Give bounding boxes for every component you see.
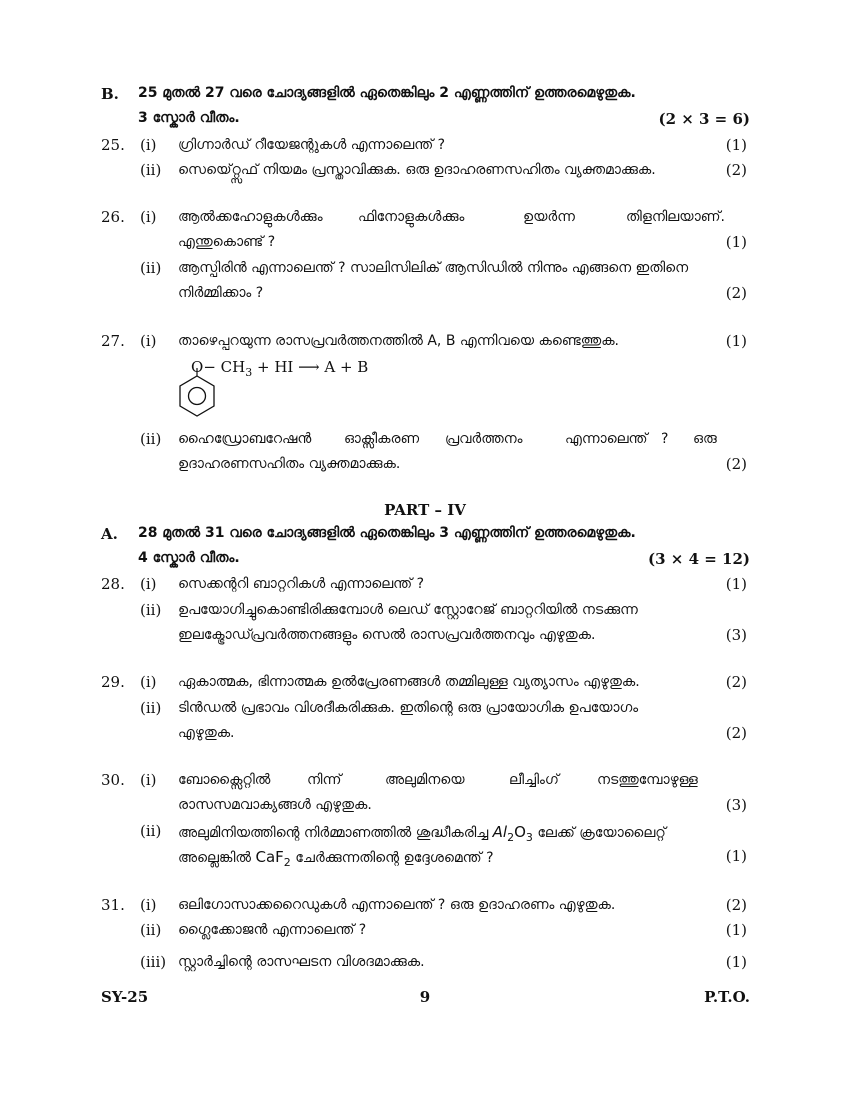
reaction-products: + HI ⟶ A + B [252,358,369,376]
formula: CaF [255,848,284,866]
subpart-label: (i) [140,575,157,593]
score-note: 3 സ്കോർ വീതം. [138,110,240,126]
section-letter: A. [101,525,118,543]
question-text: ഉദാഹരണസഹിതം വ്യക്തമാക്കുക. [178,456,401,472]
subscript: 2 [507,831,515,844]
methyl-group: − CH [203,358,246,376]
score-mark: (1) [725,136,747,154]
score-mark: (1) [725,575,747,593]
question-text-word: ഫിനോളുകൾക്കും [358,209,465,225]
page-number: 9 [419,988,431,1006]
subpart-label: (ii) [140,921,162,939]
text-fragment: അലുമിനിയത്തിന്റെ നിർമ്മാണത്തിൽ ശുദ്ധീകരിച്ച [178,825,493,841]
subpart-label: (iii) [140,953,167,971]
section-total: (2 × 3 = 6) [658,110,750,128]
question-text-word: അലുമിനയെ [385,772,465,788]
question-text-word: ആൽക്കഹോളുകൾക്കും [178,209,323,225]
text-fragment: ലേക്ക് ക്രയോലൈറ്റ് [532,825,666,841]
oxygen-atom: O [191,358,204,376]
question-text-word: ഓക്സീകരണ [344,431,420,447]
question-text: സെക്കന്ററി ബാറ്ററികൾ എന്നാലെന്ത് ? [178,576,425,592]
question-number: 26. [101,208,125,226]
score-mark: (1) [725,847,747,865]
subpart-label: (i) [140,896,157,914]
section-instruction: 25 മുതൽ 27 വരെ ചോദ്യങ്ങളിൽ ഏതെങ്കിലും 2 എണ്ണത്തിന് ഉത്തരമെഴുതുക. [138,85,636,101]
question-text-word: ബോക്സൈറ്റിൽ [178,772,271,788]
subscript: 2 [283,856,291,869]
score-mark: (2) [725,161,747,179]
question-text: സ്റ്റാർച്ചിന്റെ രാസഘടന വിശദമാക്കുക. [178,954,425,970]
score-note: 4 സ്കോർ വീതം. [138,550,240,566]
score-mark: (2) [725,284,747,302]
question-number: 30. [101,771,125,789]
subpart-label: (i) [140,332,157,350]
score-mark: (2) [725,896,747,914]
question-text-word: നടത്തുമ്പോഴുള്ള [597,772,698,788]
score-mark: (3) [725,626,747,644]
score-mark: (3) [725,796,747,814]
subscript: 3 [525,831,533,844]
question-text-word: ലീച്ചിംഗ് [509,772,559,788]
section-total: (3 × 4 = 12) [648,550,750,568]
subpart-label: (ii) [140,699,162,717]
question-text-word: ഒരു [693,431,717,447]
question-text: നിർമ്മിക്കാം ? [178,285,264,301]
part-heading: PART – IV [384,501,466,519]
question-text-word: നിന്ന് [307,772,342,788]
subpart-label: (i) [140,136,157,154]
benzene-ring-icon [176,368,220,418]
question-text-word: ഉയർന്ന [523,209,575,225]
score-mark: (1) [725,233,747,251]
subpart-label: (ii) [140,259,162,277]
question-text: ടിൻഡൽ പ്രഭാവം വിശദീകരിക്കുക. ഇതിന്റെ ഒരു പ്രായോഗിക ഉപയോഗം [178,700,639,716]
subpart-label: (i) [140,771,157,789]
question-number: 27. [101,332,125,350]
formula: O [514,823,526,841]
subpart-label: (ii) [140,822,162,840]
score-mark: (1) [725,953,747,971]
question-text-word: എന്നാലെന്ത് [565,431,648,447]
score-mark: (2) [725,455,747,473]
question-number: 25. [101,136,125,154]
question-number: 28. [101,575,125,593]
paper-code: SY-25 [101,988,149,1006]
pto-label: P.T.O. [704,988,750,1006]
section-instruction: 28 മുതൽ 31 വരെ ചോദ്യങ്ങളിൽ ഏതെങ്കിലും 3 എണ്ണത്തിന് ഉത്തരമെഴുതുക. [138,525,636,541]
score-mark: (2) [725,724,747,742]
question-number: 29. [101,673,125,691]
question-text: എന്തുകൊണ്ട് ? [178,234,276,250]
question-text: ഇലക്ട്രോഡ്പ്രവർത്തനങ്ങളും സെൽ രാസപ്രവർത്തനവും എഴുതുക. [178,627,596,643]
question-text: ഒലിഗോസാക്കറൈഡുകൾ എന്നാലെന്ത് ? ഒരു ഉദാഹരണം എഴുതുക. [178,897,616,913]
question-text [178,823,666,844]
question-text: എഴുതുക. [178,725,235,741]
score-mark: (1) [725,332,747,350]
subpart-label: (i) [140,208,157,226]
question-text: ആസ്പിരിൻ എന്നാലെന്ത് ? സാലിസിലിക് ആസിഡിൽ നിന്നും എങ്ങനെ ഇതിനെ [178,260,689,276]
subpart-label: (ii) [140,601,162,619]
section-letter: B. [101,85,119,103]
subpart-label: (ii) [140,430,162,448]
question-text-word: ? [661,431,669,447]
question-number: 31. [101,896,125,914]
question-text: രാസസമവാക്യങ്ങൾ എഴുതുക. [178,797,372,813]
subpart-label: (ii) [140,161,162,179]
question-text-word: പ്രവർത്തനം [445,431,523,447]
text-fragment: അല്ലെങ്കിൽ [178,850,256,866]
question-text: താഴെപ്പറയുന്ന രാസപ്രവർത്തനത്തിൽ A, B എന്നിവയെ കണ്ടെത്തുക. [178,333,620,349]
question-text-word: ഹൈഡ്രോബറേഷൻ [178,431,312,447]
question-text: ഏകാത്മക, ഭിന്നാത്മക ഉൽപ്രേരണങ്ങൾ തമ്മിലുള്ള വ്യത്യാസം എഴുതുക. [178,674,640,690]
formula: Al [492,823,508,841]
question-text: ഗ്ലൈക്കോജൻ എന്നാലെന്ത് ? [178,922,367,938]
score-mark: (2) [725,673,747,691]
subscript: 3 [245,366,253,379]
question-text [178,848,494,869]
text-fragment: ചേർക്കുന്നതിന്റെ ഉദ്ദേശമെന്ത് ? [290,850,494,866]
question-text: സെയ്റ്റ്സെഫ് നിയമം പ്രസ്താവിക്കുക. ഒരു ഉദാഹരണസഹിതം വ്യക്തമാക്കുക. [178,162,656,178]
subpart-label: (i) [140,673,157,691]
question-text-word: തിളനിലയാണ്. [626,209,725,225]
question-text: ഗ്രിഗ്നാർഡ് റീയേജന്റുകൾ എന്നാലെന്ത് ? [178,137,446,153]
score-mark: (1) [725,921,747,939]
question-text: ഉപയോഗിച്ചുകൊണ്ടിരിക്കുമ്പോൾ ലെഡ് സ്റ്റോറേജ് ബാറ്ററിയിൽ നടക്കുന്ന [178,602,638,618]
